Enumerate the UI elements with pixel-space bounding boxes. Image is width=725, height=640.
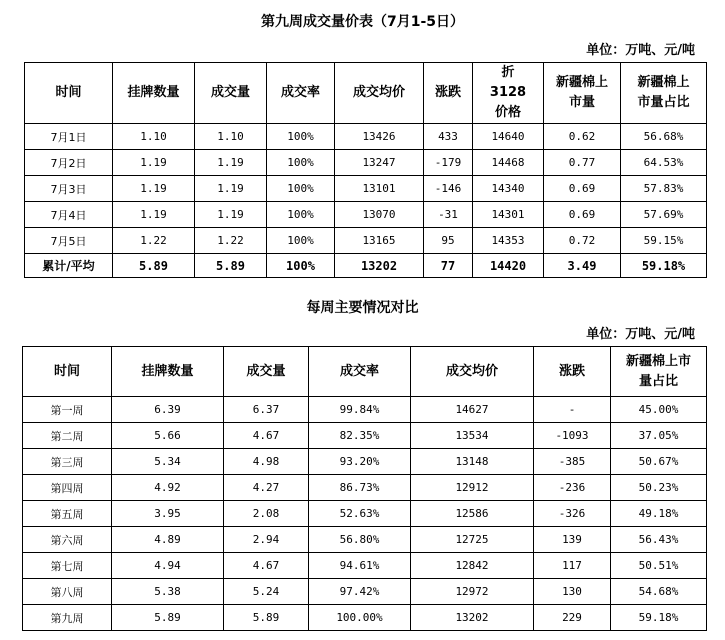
table-cell: 0.69 xyxy=(544,202,621,228)
table-cell: 59.18% xyxy=(611,605,707,631)
table-row xyxy=(23,475,707,501)
table2-unit: 单位：万吨、元/吨 xyxy=(586,327,695,342)
table-cell: 13534 xyxy=(411,423,534,449)
table-cell: 13202 xyxy=(411,605,534,631)
table-cell: 3.95 xyxy=(112,501,224,527)
table-cell: 13165 xyxy=(335,228,424,254)
table1-total-cell: 5.89 xyxy=(113,254,195,278)
table-cell: - xyxy=(534,397,611,423)
table2-header-cell: 新疆棉上市量占比 xyxy=(611,347,707,397)
table1-header-row xyxy=(25,63,707,124)
table-cell: 97.42% xyxy=(309,579,411,605)
table-cell: 第八周 xyxy=(23,579,112,605)
table-cell: 433 xyxy=(424,124,473,150)
table-cell: -236 xyxy=(534,475,611,501)
table-cell: 14340 xyxy=(473,176,544,202)
table-cell: -31 xyxy=(424,202,473,228)
table-row xyxy=(25,228,707,254)
table1-total-cell: 3.49 xyxy=(544,254,621,278)
table-cell: 100% xyxy=(267,124,335,150)
table-cell: 1.19 xyxy=(113,150,195,176)
table1-total-cell: 59.18% xyxy=(621,254,707,278)
table-cell: 2.08 xyxy=(224,501,309,527)
table-cell: 7月3日 xyxy=(25,176,113,202)
table-cell: 第四周 xyxy=(23,475,112,501)
table-cell: 94.61% xyxy=(309,553,411,579)
table-cell: 37.05% xyxy=(611,423,707,449)
table-cell: 4.27 xyxy=(224,475,309,501)
table-cell: 4.94 xyxy=(112,553,224,579)
table1-title: 第九周成交量价表（7月1-5日） xyxy=(260,14,465,30)
table-row xyxy=(23,449,707,475)
table-cell: 6.39 xyxy=(112,397,224,423)
table-cell: 1.22 xyxy=(113,228,195,254)
table-cell: 1.19 xyxy=(195,202,267,228)
table1-header-cell: 新疆棉上市量占比 xyxy=(621,63,707,124)
table1-total-cell: 14420 xyxy=(473,254,544,278)
table-cell: 4.67 xyxy=(224,553,309,579)
table-cell: 54.68% xyxy=(611,579,707,605)
table-cell: 第九周 xyxy=(23,605,112,631)
table-cell: 100% xyxy=(267,150,335,176)
table-cell: 7月4日 xyxy=(25,202,113,228)
table-cell: 117 xyxy=(534,553,611,579)
table-cell: 56.43% xyxy=(611,527,707,553)
table-row xyxy=(23,423,707,449)
table2-header-cell: 涨跌 xyxy=(534,347,611,397)
table-row xyxy=(23,605,707,631)
table-cell: 12725 xyxy=(411,527,534,553)
table-cell: 100% xyxy=(267,176,335,202)
table-cell: 86.73% xyxy=(309,475,411,501)
table-cell: 4.67 xyxy=(224,423,309,449)
table1-header-cell: 挂牌数量 xyxy=(113,63,195,124)
table-cell: 82.35% xyxy=(309,423,411,449)
table-cell: 130 xyxy=(534,579,611,605)
table-cell: 45.00% xyxy=(611,397,707,423)
table-cell: 第三周 xyxy=(23,449,112,475)
table2-header-cell: 成交率 xyxy=(309,347,411,397)
table2-body xyxy=(23,397,707,631)
table-cell: 50.23% xyxy=(611,475,707,501)
table-cell: -1093 xyxy=(534,423,611,449)
table-row xyxy=(25,124,707,150)
table-cell: -326 xyxy=(534,501,611,527)
table-cell: -146 xyxy=(424,176,473,202)
table-cell: 14301 xyxy=(473,202,544,228)
table1-unit: 单位：万吨、元/吨 xyxy=(586,43,695,58)
table-cell: 57.83% xyxy=(621,176,707,202)
table-cell: 50.51% xyxy=(611,553,707,579)
table-cell: 0.69 xyxy=(544,176,621,202)
table-cell: 50.67% xyxy=(611,449,707,475)
table1-total-cell: 100% xyxy=(267,254,335,278)
table2-title: 每周主要情况对比 xyxy=(306,300,419,316)
table-cell: 100% xyxy=(267,202,335,228)
table-cell: 14640 xyxy=(473,124,544,150)
weekly-trade-table xyxy=(24,62,707,278)
table1-header-cell: 新疆棉上市量 xyxy=(544,63,621,124)
table-row xyxy=(23,397,707,423)
table-cell: 7月1日 xyxy=(25,124,113,150)
table-cell: 0.62 xyxy=(544,124,621,150)
table-cell: 95 xyxy=(424,228,473,254)
table-cell: 1.19 xyxy=(195,150,267,176)
table1-total-row xyxy=(25,254,707,278)
table2-header-cell: 成交均价 xyxy=(411,347,534,397)
table-cell: 56.68% xyxy=(621,124,707,150)
table-cell: 0.77 xyxy=(544,150,621,176)
table-cell: 100% xyxy=(267,228,335,254)
table-cell: 99.84% xyxy=(309,397,411,423)
table-cell: 5.66 xyxy=(112,423,224,449)
table2-header-row xyxy=(23,347,707,397)
table-cell: 12842 xyxy=(411,553,534,579)
table1-header-cell: 成交率 xyxy=(267,63,335,124)
table-cell: 第七周 xyxy=(23,553,112,579)
table-row xyxy=(23,553,707,579)
weekly-comparison-table xyxy=(22,346,707,631)
table-cell: 139 xyxy=(534,527,611,553)
table-cell: 229 xyxy=(534,605,611,631)
table-cell: 2.94 xyxy=(224,527,309,553)
table-cell: 6.37 xyxy=(224,397,309,423)
table-cell: 49.18% xyxy=(611,501,707,527)
table2-header-cell: 时间 xyxy=(23,347,112,397)
table-cell: 1.10 xyxy=(195,124,267,150)
table-cell: 13148 xyxy=(411,449,534,475)
table1-header-cell: 折3128价格 xyxy=(473,63,544,124)
table-row xyxy=(23,501,707,527)
table-cell: 5.34 xyxy=(112,449,224,475)
table-row xyxy=(25,202,707,228)
table-cell: 5.38 xyxy=(112,579,224,605)
table2-header-cell: 挂牌数量 xyxy=(112,347,224,397)
table1-total-cell: 5.89 xyxy=(195,254,267,278)
table1-total-cell: 77 xyxy=(424,254,473,278)
table-cell: 4.89 xyxy=(112,527,224,553)
table-cell: 64.53% xyxy=(621,150,707,176)
table1-body xyxy=(25,124,707,254)
table-cell: 93.20% xyxy=(309,449,411,475)
table1-header-cell: 涨跌 xyxy=(424,63,473,124)
table-cell: 13426 xyxy=(335,124,424,150)
table-cell: 7月5日 xyxy=(25,228,113,254)
table-cell: 第五周 xyxy=(23,501,112,527)
table-cell: 1.10 xyxy=(113,124,195,150)
table-cell: 第一周 xyxy=(23,397,112,423)
table-cell: -385 xyxy=(534,449,611,475)
table2-header-cell: 成交量 xyxy=(224,347,309,397)
table-cell: 1.19 xyxy=(113,202,195,228)
table-cell: 0.72 xyxy=(544,228,621,254)
table-cell: 5.89 xyxy=(112,605,224,631)
table-cell: 1.19 xyxy=(113,176,195,202)
table1-header-cell: 时间 xyxy=(25,63,113,124)
table-cell: 5.24 xyxy=(224,579,309,605)
table-cell: 4.98 xyxy=(224,449,309,475)
table-cell: 14627 xyxy=(411,397,534,423)
table-cell: 13101 xyxy=(335,176,424,202)
table-cell: 12972 xyxy=(411,579,534,605)
table-cell: 第六周 xyxy=(23,527,112,553)
table-cell: 13070 xyxy=(335,202,424,228)
table-cell: 4.92 xyxy=(112,475,224,501)
table1-total-cell: 13202 xyxy=(335,254,424,278)
table-row xyxy=(23,527,707,553)
table-cell: 14353 xyxy=(473,228,544,254)
table-cell: 1.19 xyxy=(195,176,267,202)
table-cell: -179 xyxy=(424,150,473,176)
table1-header-cell: 成交量 xyxy=(195,63,267,124)
table-cell: 100.00% xyxy=(309,605,411,631)
table-row xyxy=(23,579,707,605)
table-cell: 52.63% xyxy=(309,501,411,527)
table-cell: 7月2日 xyxy=(25,150,113,176)
table-row xyxy=(25,150,707,176)
table-cell: 13247 xyxy=(335,150,424,176)
table-cell: 14468 xyxy=(473,150,544,176)
table-cell: 56.80% xyxy=(309,527,411,553)
table-cell: 59.15% xyxy=(621,228,707,254)
table-cell: 57.69% xyxy=(621,202,707,228)
table-cell: 12586 xyxy=(411,501,534,527)
table-cell: 12912 xyxy=(411,475,534,501)
table-cell: 1.22 xyxy=(195,228,267,254)
table1-total-cell: 累计/平均 xyxy=(25,254,113,278)
table-row xyxy=(25,176,707,202)
table1-header-cell: 成交均价 xyxy=(335,63,424,124)
table-cell: 第二周 xyxy=(23,423,112,449)
table-cell: 5.89 xyxy=(224,605,309,631)
